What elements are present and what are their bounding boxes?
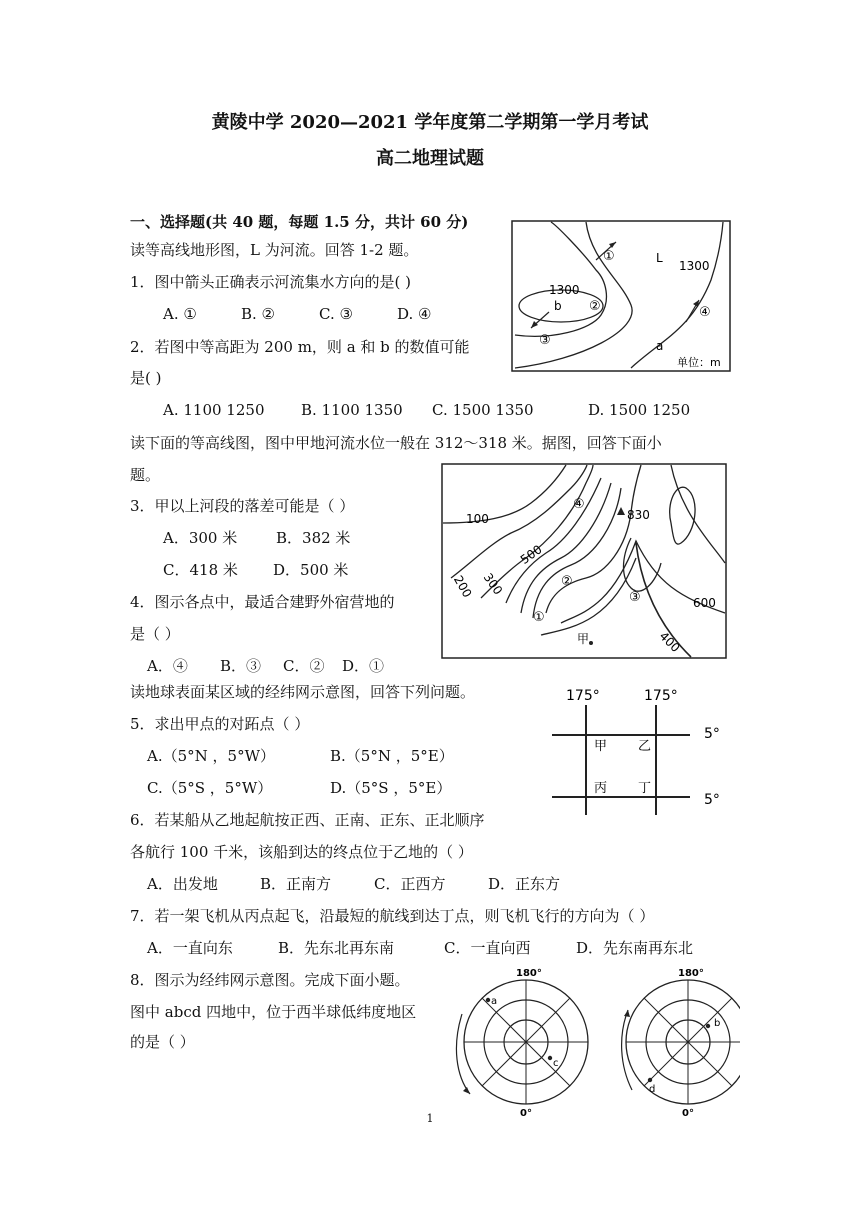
q6-option-a: A．出发地 (147, 875, 218, 893)
page-title: 黄陵中学 2020—2021 学年度第二学期第一学月考试 (211, 112, 649, 133)
q1-option-c: C. ③ (319, 305, 353, 323)
q7-option-d: D．先东南再东北 (576, 939, 694, 957)
q4-option-d: D．① (342, 657, 385, 675)
q6-text-line2: 各航行 100 千米，该船到达的终点位于乙地的（ ） (130, 843, 473, 861)
q5-option-d: D.（5°S ，5°E） (330, 779, 452, 797)
fig1-label-b: b (554, 299, 562, 313)
q8-text-line3: 的是（ ） (130, 1033, 195, 1051)
fig1-label-contour-1300-right: 1300 (679, 259, 710, 273)
fig2-point-3: ③ (629, 590, 641, 605)
fig2-point-2: ② (561, 574, 573, 589)
fig2-point-jia: 甲 (577, 632, 590, 646)
q1-option-b: B. ② (241, 305, 276, 323)
q1-option-d: D. ④ (397, 305, 432, 323)
q3-text: 3．甲以上河段的落差可能是（ ） (130, 497, 355, 515)
fig4-left-label-180: 180° (516, 968, 542, 979)
q4-option-b: B．③ (220, 657, 262, 675)
fig2-contour-100: 100 (466, 512, 489, 526)
fig1-label-a: a (656, 339, 664, 353)
q2-option-b: B. 1100 1350 (301, 401, 403, 419)
q3-option-a: A．300 米 (163, 529, 238, 547)
fig4-left-label-0: 0° (520, 1108, 532, 1118)
q7-option-b: B．先东北再东南 (278, 939, 395, 957)
fig2-point-4: ④ (573, 497, 585, 512)
q4-option-a: A．④ (147, 657, 188, 675)
polar-diagram-right (622, 968, 740, 1118)
fig3-parallel-label-bottom: 5° (704, 792, 720, 808)
q12-intro: 读等高线地形图，L 为河流。回答 1-2 题。 (130, 241, 419, 259)
page-number: 1 (426, 1112, 434, 1125)
fig1-label-3: ③ (539, 333, 551, 348)
q6-option-d: D．正东方 (488, 875, 561, 893)
fig3-point-yi: 乙 (638, 739, 652, 754)
q2-option-c: C. 1500 1350 (432, 401, 534, 419)
fig3-point-bing: 丙 (594, 781, 608, 796)
fig2-contour-200: 200 (450, 573, 475, 601)
q34-intro-line2: 题。 (130, 466, 161, 484)
q8-text-line1: 8．图示为经纬网示意图。完成下面小题。 (130, 971, 410, 989)
fig1-label-2: ② (589, 299, 601, 314)
q7-option-a: A．一直向东 (147, 939, 233, 957)
fig1-label-contour-1300-left: 1300 (549, 283, 580, 297)
q3-option-d: D．500 米 (273, 561, 349, 579)
q7-option-c: C．一直向西 (444, 939, 531, 957)
fig1-unit-label: 单位：m (677, 356, 721, 369)
q56-intro: 读地球表面某区域的经纬网示意图，回答下列问题。 (130, 683, 476, 701)
q4-option-c: C．② (283, 657, 325, 675)
q6-option-c: C．正西方 (374, 875, 446, 893)
q2-text-line1: 2．若图中等高距为 200 m，则 a 和 b 的数值可能 (130, 338, 470, 356)
fig3-meridian-label-right: 175° (644, 688, 678, 704)
q5-option-b: B.（5°N ，5°E） (330, 747, 454, 765)
fig3-parallel-label-top: 5° (704, 726, 720, 742)
page-subtitle: 高二地理试题 (376, 148, 484, 169)
fig2-point-1: ① (533, 610, 545, 625)
fig4-point-a: a (491, 996, 498, 1007)
contour-map-figure-2 (441, 463, 727, 659)
q3-option-c: C．418 米 (163, 561, 238, 579)
q6-text-line1: 6．若某船从乙地起航按正西、正南、正东、正北顺序 (130, 811, 485, 829)
fig1-label-1: ① (603, 249, 615, 264)
q5-text: 5．求出甲点的对跖点（ ） (130, 715, 310, 733)
q1-option-a: A. ① (163, 305, 197, 323)
q4-text-line2: 是（ ） (130, 625, 180, 643)
q7-text: 7．若一架飞机从丙点起飞，沿最短的航线到达丁点，则飞机飞行的方向为（ ） (130, 907, 655, 925)
q1-text: 1．图中箭头正确表示河流集水方向的是( ) (130, 273, 412, 291)
fig1-label-4: ④ (699, 305, 711, 320)
q34-intro-line1: 读下面的等高线图，图中甲地河流水位一般在 312～318 米。据图，回答下面小 (130, 434, 662, 452)
q5-option-c: C.（5°S ，5°W） (147, 779, 273, 797)
fig2-contour-300: 300 (480, 570, 506, 598)
fig4-point-d: d (649, 1084, 656, 1095)
q4-text-line1: 4．图示各点中，最适合建野外宿营地的 (130, 593, 395, 611)
fig4-point-b: b (714, 1018, 721, 1029)
fig3-point-jia: 甲 (594, 739, 608, 754)
fig4-point-c: c (553, 1058, 559, 1069)
contour-map-figure-1 (511, 220, 731, 372)
q8-text-line2: 图中 abcd 四地中，位于西半球低纬度地区 (130, 1003, 417, 1021)
latlong-grid-figure-3 (550, 680, 730, 825)
fig4-right-label-0: 0° (682, 1108, 694, 1118)
polar-diagram-left (456, 968, 588, 1118)
q2-text-line2: 是( ) (130, 369, 162, 387)
q6-option-b: B．正南方 (260, 875, 332, 893)
section-heading: 一、选择题(共 40 题，每题 1.5 分，共计 60 分) (130, 213, 469, 231)
fig2-contour-600: 600 (693, 596, 716, 610)
q5-option-a: A.（5°N ，5°W） (147, 747, 275, 765)
polar-projection-figure-4 (450, 966, 740, 1118)
q3-option-b: B．382 米 (276, 529, 351, 547)
fig2-peak-830: 830 (627, 508, 650, 522)
q2-option-a: A. 1100 1250 (163, 401, 265, 419)
fig2-contour-500: 500 (517, 542, 545, 567)
fig1-label-river-l: L (656, 251, 663, 265)
fig2-contour-400: 400 (656, 628, 683, 656)
q2-option-d: D. 1500 1250 (588, 401, 691, 419)
fig3-meridian-label-left: 175° (566, 688, 600, 704)
fig4-right-label-180: 180° (678, 968, 704, 979)
fig3-point-ding: 丁 (638, 781, 652, 796)
